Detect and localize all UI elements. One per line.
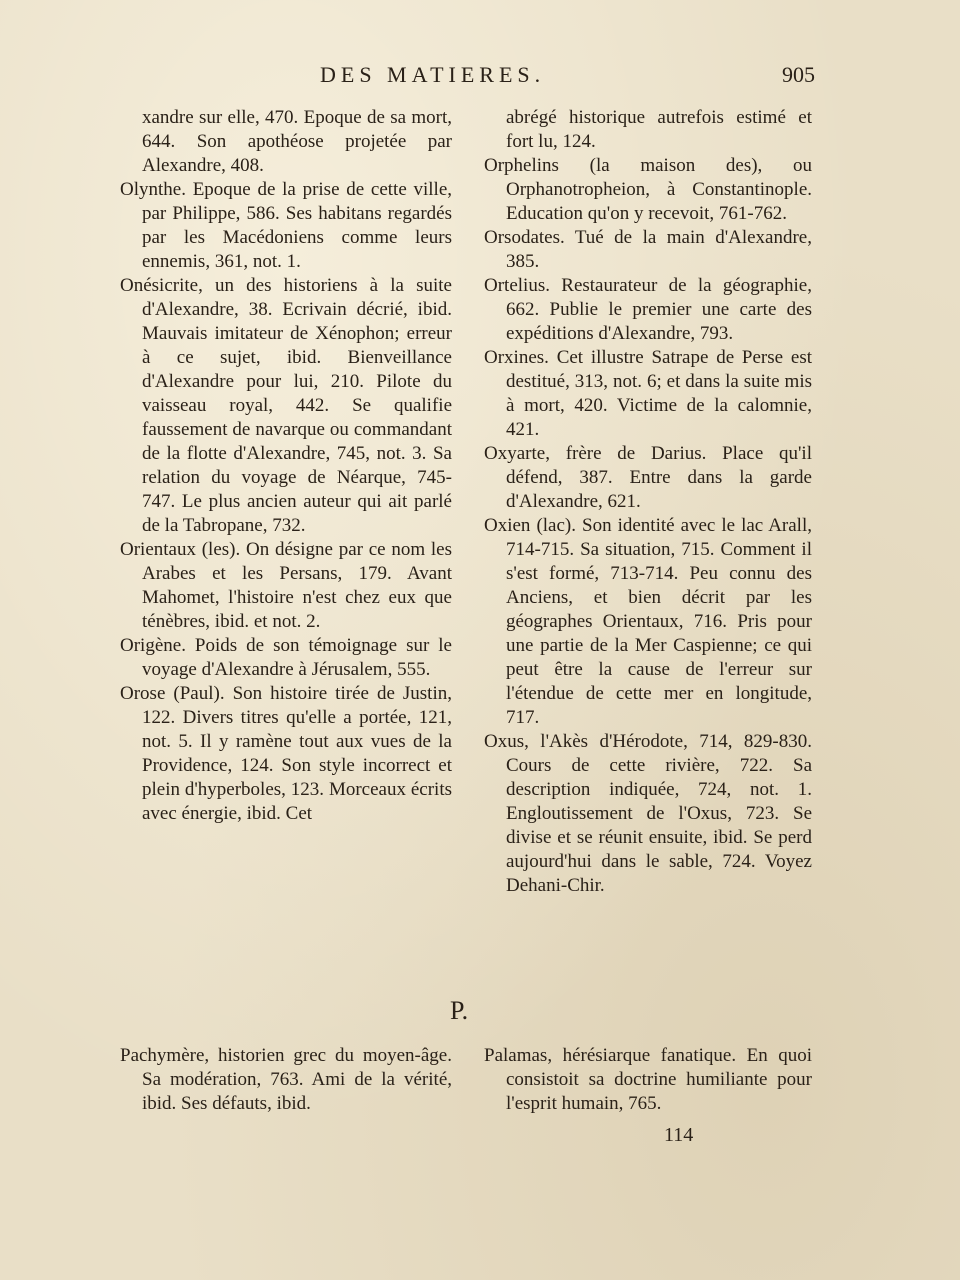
index-entry: xandre sur elle, 470. Epoque de sa mort, 644. Son apothéose projetée par Alexandre, 408. (142, 107, 452, 176)
running-title: DES MATIERES. (320, 62, 546, 87)
index-entry: Orphelins (la maison des), ou Orphanotropheion, à Constantinople. Education qu'on y recevoit, 761-762. (484, 155, 812, 224)
index-entry: Orsodates. Tué de la main d'Alexandre, 385. (484, 227, 812, 272)
index-entry: Oxus, l'Akès d'Hérodote, 714, 829-830. Cours de cette rivière, 722. Sa description indiquée, 724, not. 1. Engloutissement de l'Oxus, 723. Se divise et se réunit ensuite, ibid. Se perd aujourd'hui dans le sable, 724. Voyez Dehani-Chir. (484, 731, 812, 896)
index-entry: Ortelius. Restaurateur de la géographie, 662. Publie le premier une carte des expéditions d'Alexandre, 793. (484, 275, 812, 344)
index-entry: Oxyarte, frère de Darius. Place qu'il défend, 387. Entre dans la garde d'Alexandre, 621. (484, 443, 812, 512)
index-entry: Orientaux (les). On désigne par ce nom les Arabes et les Persans, 179. Avant Mahomet, l'histoire n'est chez eux que ténèbres, ibid. et not. 2. (120, 539, 452, 632)
left-column (120, 106, 452, 826)
index-entry: Orxines. Cet illustre Satrape de Perse est destitué, 313, not. 6; et dans la suite mis à mort, 420. Victime de la calomnie, 421. (484, 347, 812, 440)
page-number: 905 (782, 62, 815, 87)
right-column (484, 106, 812, 898)
index-entry: Orose (Paul). Son histoire tirée de Justin, 122. Divers titres qu'elle a portée, 121, not. 5. Il y ramène tout aux vues de la Providence, 124. Son style incorrect et plein d'hyperboles, 123. Morceaux écrits avec énergie, ibid. Cet (120, 683, 452, 824)
section-letter: P. (450, 996, 469, 1025)
index-entry: Onésicrite, un des historiens à la suite d'Alexandre, 38. Ecrivain décrié, ibid. Mauvais imitateur de Xénophon; erreur à ce sujet, ibid. Bienveillance d'Alexandre pour lui, 210. Pilote du vaisseau royal, 442. Se qualifie faussement de navarque ou commandant de la flotte d'Alexandre, 745, not. 3. Sa relation du voyage de Néarque, 745-747. Le plus ancien auteur qui ait parlé de la Tabropane, 732. (120, 275, 452, 536)
left-column-p (120, 1044, 452, 1116)
signature-mark: 114 (664, 1124, 694, 1146)
right-column-p (484, 1044, 812, 1116)
index-entry: Origène. Poids de son témoignage sur le voyage d'Alexandre à Jérusalem, 555. (120, 635, 452, 680)
running-head (0, 62, 960, 92)
index-entry: Palamas, hérésiarque fanatique. En quoi consistoit sa doctrine humiliante pour l'esprit humain, 765. (484, 1045, 812, 1114)
index-entry: Oxien (lac). Son identité avec le lac Arall, 714-715. Sa situation, 715. Comment il s'est formé, 713-714. Peu connu des Anciens, et bien décrit par les géographes Orientaux, 716. Pris pour une partie de la Mer Caspienne; ce qui peut être la cause de l'erreur sur l'étendue de cette mer en longitude, 717. (484, 515, 812, 728)
index-entry: Olynthe. Epoque de la prise de cette ville, par Philippe, 586. Ses habitans regardés par les Macédoniens comme leurs ennemis, 361, not. 1. (120, 179, 452, 272)
index-entry: Pachymère, historien grec du moyen-âge. Sa modération, 763. Ami de la vérité, ibid. Ses défauts, ibid. (120, 1045, 452, 1114)
index-entry: abrégé historique autrefois estimé et fort lu, 124. (506, 107, 812, 152)
